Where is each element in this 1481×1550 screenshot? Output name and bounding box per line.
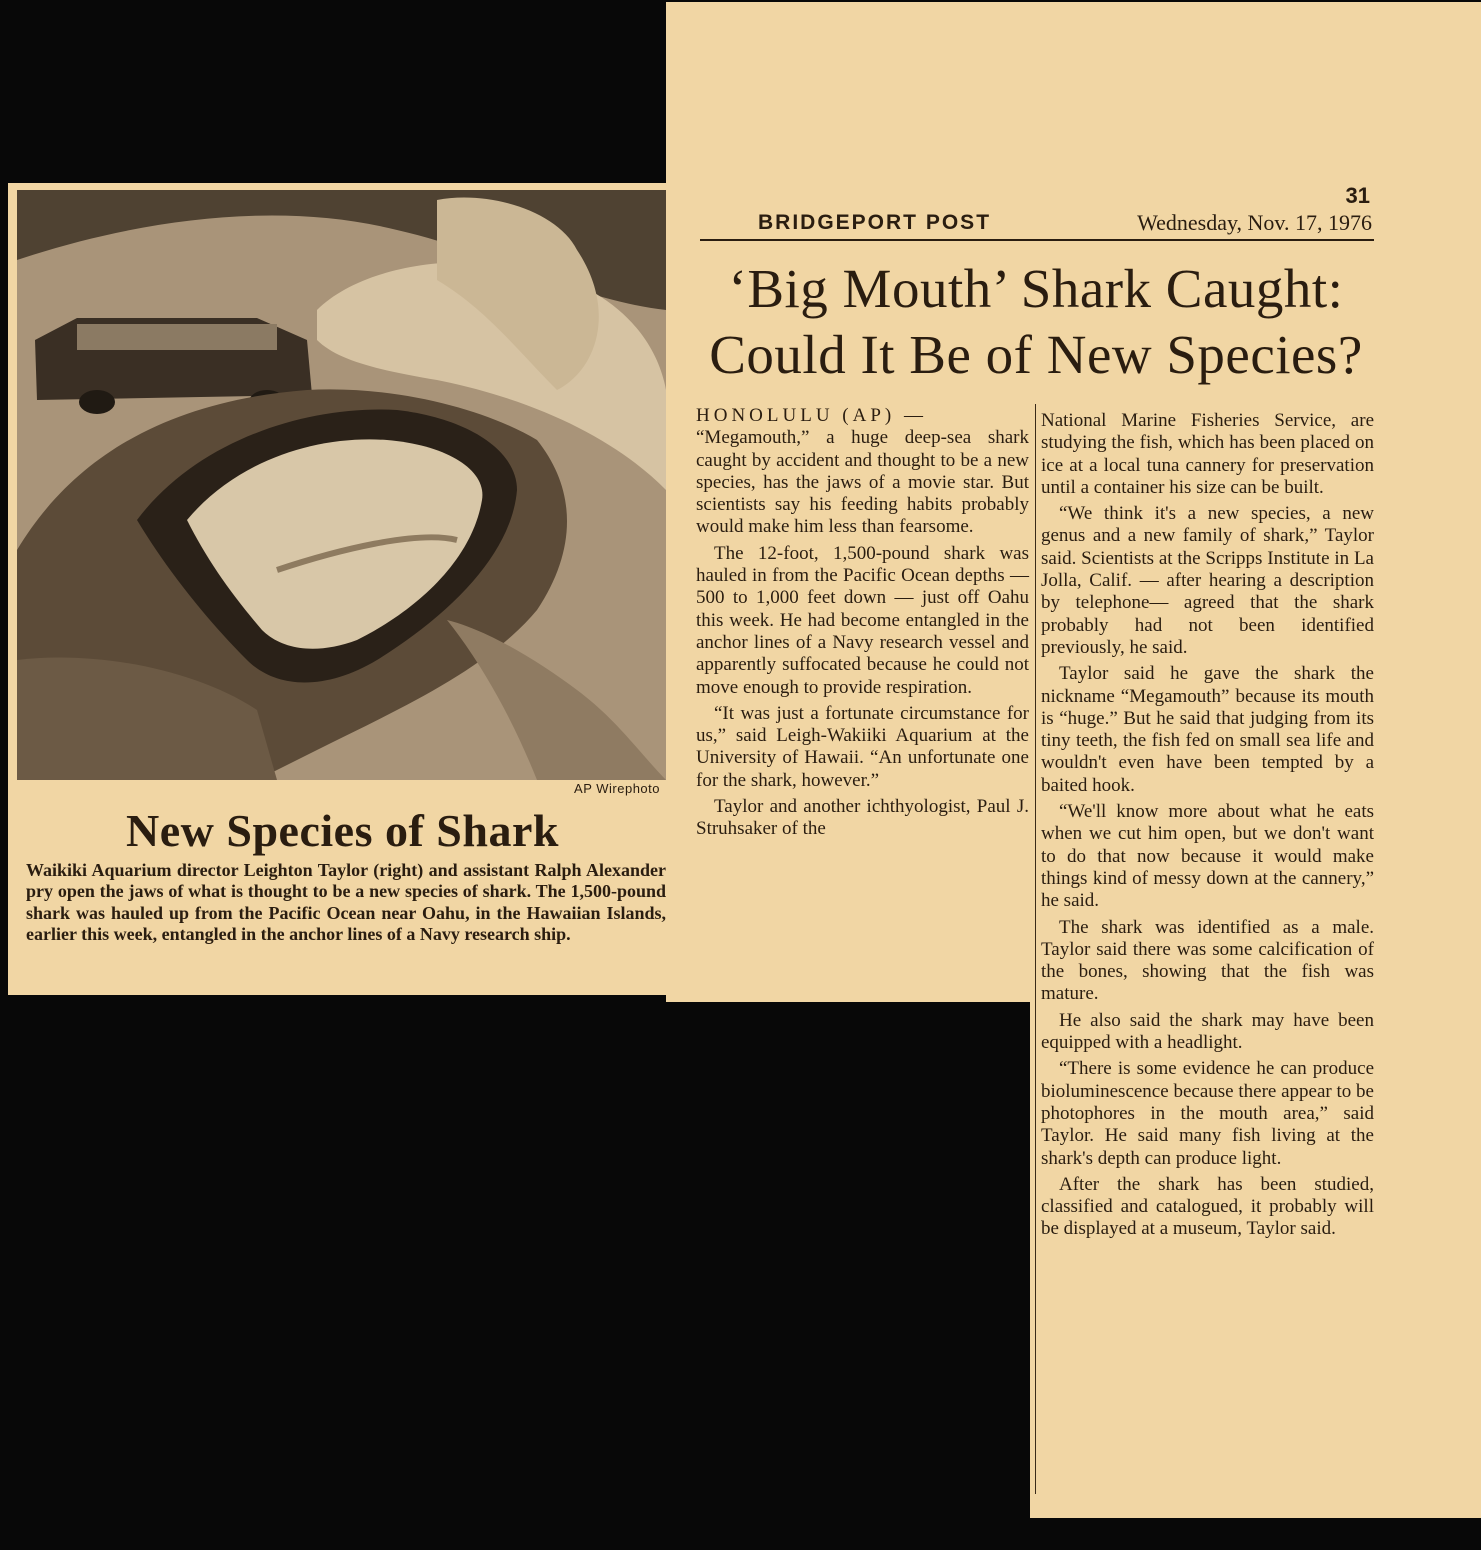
- photo-caption: Waikiki Aquarium director Leighton Taylor (right) and assistant Ralph Alexander pry open the jaws of what is thought to be a new species of shark. The 1,500-pound shark was hauled up from the Pacific Ocean near Oahu, in the Hawaiian Islands, earlier this week, entangled in the anchor lines of a Navy research ship.: [26, 860, 666, 945]
- article-paragraph: “Megamouth,” a huge deep-sea shark caught by accident and thought to be a new species, has the jaws of a movie star. But scientists say his feeding habits probably would make him less than fearsome.: [696, 427, 1029, 538]
- article-paragraph: National Marine Fisheries Service, are studying the fish, which has been placed on ice at a local tuna cannery for preservation until a container his size can be built.: [1041, 410, 1374, 498]
- dateline: HONOLULU (AP) —: [696, 405, 927, 426]
- newspaper-name: BRIDGEPORT POST: [758, 211, 992, 234]
- article-paragraph: He also said the shark may have been equipped with a headlight.: [1041, 1009, 1374, 1054]
- issue-date: Wednesday, Nov. 17, 1976: [1137, 210, 1372, 235]
- photo-credit: AP Wirephoto: [574, 781, 660, 796]
- article-paragraph: “We think it's a new species, a new genus and a new family of shark,” Taylor said. Scientists at the Scripps Institute in La Jolla, Calif. — after hearing a description by telephone— agreed that the shark probably had not been identified previously, he said.: [1041, 503, 1374, 658]
- article-paragraph: “We'll know more about what he eats when we cut him open, but we don't want to do that now because it would make things kind of messy down at the cannery,” he said.: [1041, 801, 1374, 912]
- article-column-1: [696, 405, 1029, 845]
- article-headline: [700, 256, 1372, 388]
- shark-photo: [17, 190, 666, 780]
- article-paragraph: The shark was identified as a male. Taylor said there was some calcification of the bones, showing that the fish was mature.: [1041, 916, 1374, 1005]
- headline-line-1: ‘Big Mouth’ Shark Caught:: [728, 258, 1344, 319]
- page-number: 31: [1345, 183, 1370, 208]
- masthead-rule: [700, 239, 1374, 241]
- photo-headline: New Species of Shark: [126, 805, 559, 856]
- article-paragraph: “There is some evidence he can produce bioluminescence because there appear to be photophores in the mouth area,” said Taylor. He said many fish living at the shark's depth can produce light.: [1041, 1058, 1374, 1169]
- masthead: [700, 210, 1372, 236]
- article-paragraph: After the shark has been studied, classified and catalogued, it probably will be displayed at a museum, Taylor said.: [1041, 1173, 1374, 1240]
- article-column-2: [1041, 410, 1374, 1245]
- article-paragraph: “It was just a fortunate circumstance for us,” said Leigh-Wakiiki Aquarium at the University of Hawaii. “An unfortunate one for the shark, however.”: [696, 702, 1029, 791]
- article-paragraph: The 12-foot, 1,500-pound shark was hauled in from the Pacific Ocean depths — 500 to 1,000 feet down — just off Oahu this week. He had become entangled in the anchor lines of a Navy research vessel and apparently suffocated because he could not move enough to provide respiration.: [696, 542, 1029, 698]
- article-paragraph: Taylor said he gave the shark the nickname “Megamouth” because its mouth is “huge.” But he said that judging from its tiny teeth, the fish fed on small sea life and wouldn't even have been tempted by a baited hook.: [1041, 663, 1374, 796]
- column-divider: [1035, 404, 1036, 1494]
- headline-line-2: Could It Be of New Species?: [709, 324, 1363, 385]
- article-paragraph: Taylor and another ichthyologist, Paul J. Struhsaker of the: [696, 796, 1029, 840]
